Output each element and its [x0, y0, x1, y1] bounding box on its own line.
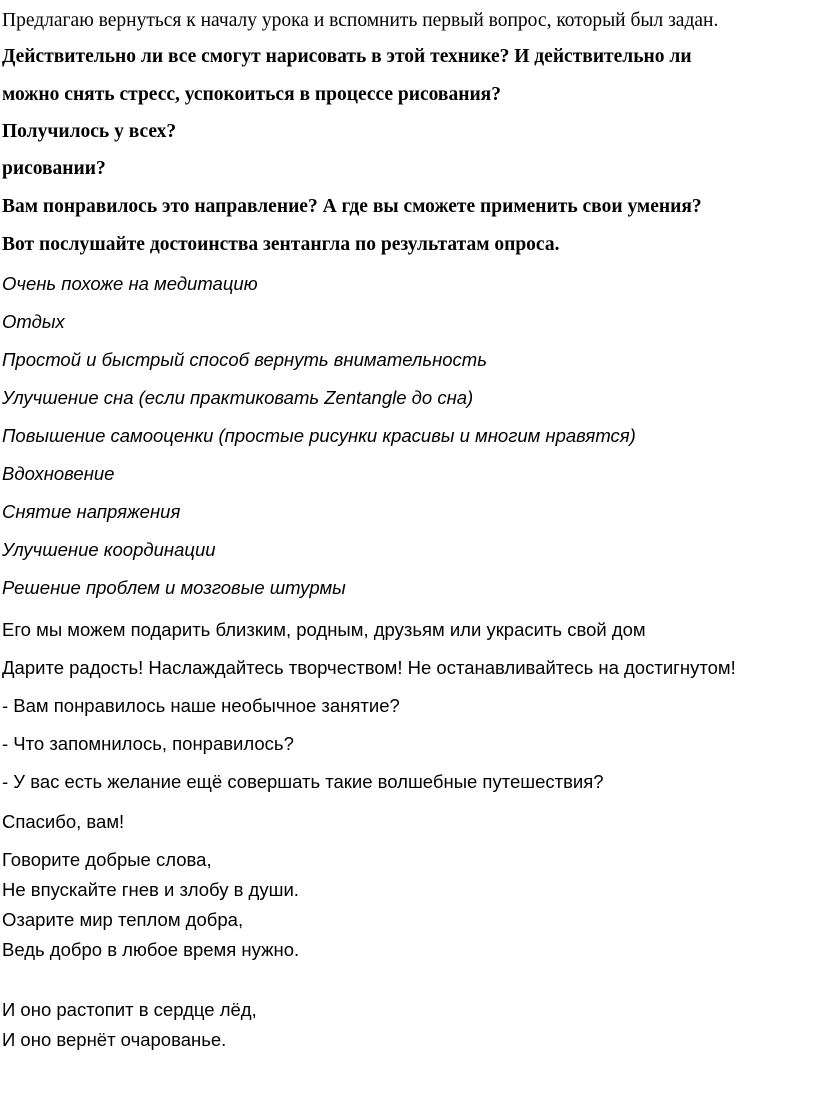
poem-line: И оно растопит в сердце лёд,	[2, 999, 257, 1020]
question-line-2: можно снять стресс, успокоиться в процессе рисования?	[2, 84, 501, 105]
poem-line: Говорите добрые слова,	[2, 849, 212, 870]
benefit-item: Улучшение сна (если практиковать Zentangle до сна)	[2, 387, 474, 408]
thanks-text: Спасибо, вам!	[2, 811, 125, 832]
benefit-item: Простой и быстрый способ вернуть внимательность	[2, 349, 487, 370]
closing-question: - Вам понравилось наше необычное занятие?	[2, 695, 400, 716]
joy-text: Дарите радость! Наслаждайтесь творчеством! Не останавливайтесь на достигнутом!	[2, 657, 736, 678]
gift-text: Его мы можем подарить близким, родным, друзьям или украсить свой дом	[2, 619, 646, 640]
poem-line: Озарите мир теплом добра,	[2, 909, 244, 930]
benefit-item: Решение проблем и мозговые штурмы	[2, 577, 346, 598]
closing-question: - У вас есть желание ещё совершать такие волшебные путешествия?	[2, 771, 604, 792]
listen-heading: Вот послушайте достоинства зентангла по результатам опроса.	[2, 234, 560, 255]
poem-line: Не впускайте гнев и злобу в души.	[2, 879, 299, 900]
question-all: Получилось у всех?	[2, 121, 177, 142]
benefit-item: Очень похоже на медитацию	[2, 273, 258, 294]
question-line-1: Действительно ли все смогут нарисовать в этой технике? И действительно ли	[2, 46, 692, 67]
benefit-item: Снятие напряжения	[2, 501, 181, 522]
question-liked: Вам понравилось это направление? А где вы сможете применить свои умения?	[2, 196, 702, 217]
question-drawing: рисовании?	[2, 158, 106, 179]
benefit-item: Отдых	[2, 311, 65, 332]
intro-text: Предлагаю вернуться к началу урока и вспомнить первый вопрос, который был задан.	[2, 10, 719, 31]
poem-line: И оно вернёт очарованье.	[2, 1029, 227, 1050]
benefit-item: Повышение самооценки (простые рисунки красивы и многим нравятся)	[2, 425, 636, 446]
closing-question: - Что запомнилось, понравилось?	[2, 733, 294, 754]
benefit-item: Вдохновение	[2, 463, 115, 484]
benefit-item: Улучшение координации	[2, 539, 216, 560]
poem-line: Ведь добро в любое время нужно.	[2, 939, 300, 960]
